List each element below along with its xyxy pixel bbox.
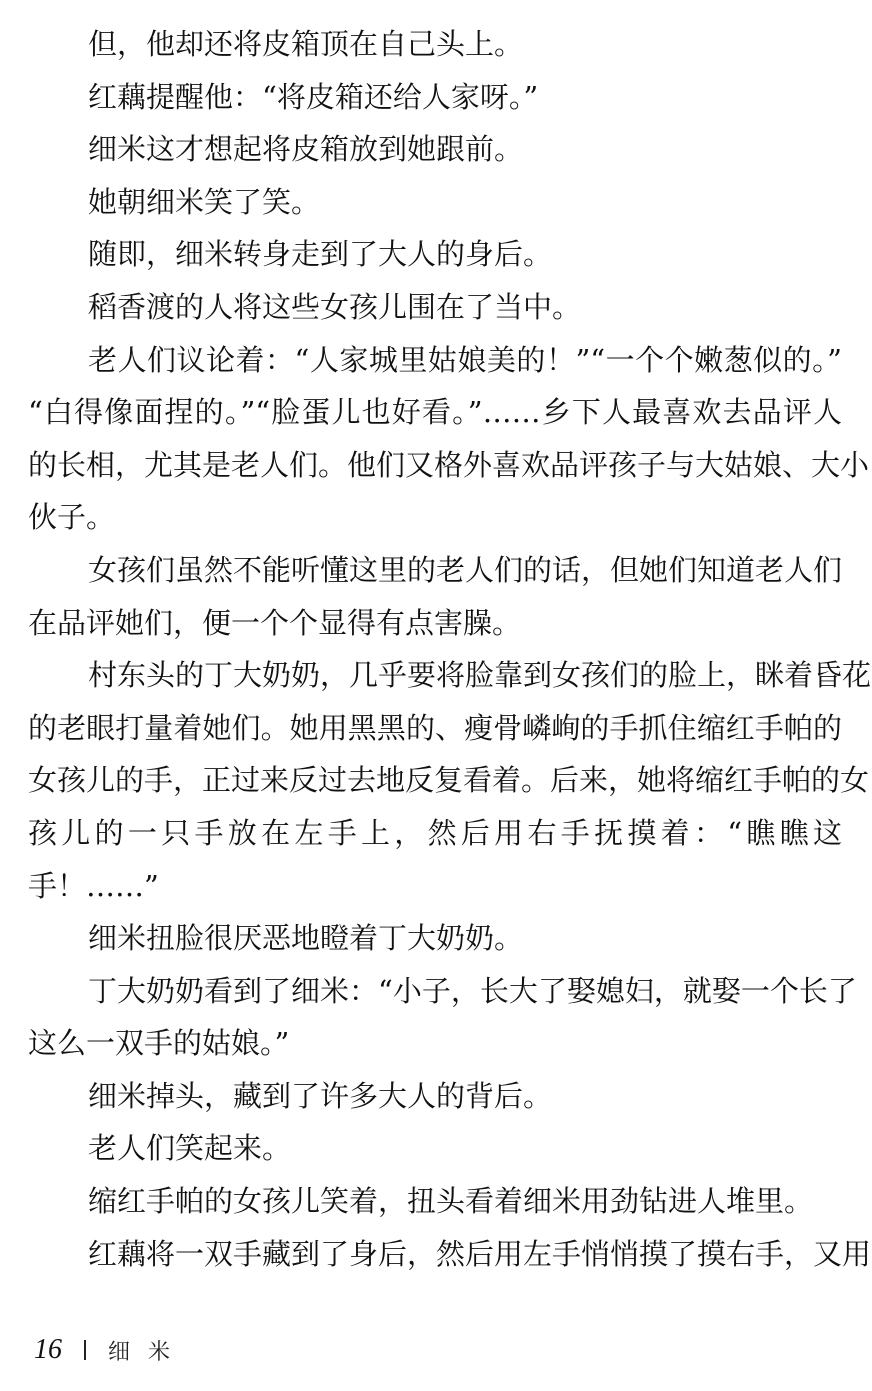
- text-line: 细米扭脸很厌恶地瞪着丁大奶奶。: [88, 921, 524, 956]
- text-line: 丁大奶奶看到了细米：“小子，长大了娶媳妇，就娶一个长了: [88, 973, 857, 1008]
- page-footer: [34, 1330, 188, 1370]
- book-title: 细米: [108, 1339, 189, 1365]
- text-line: 随即，细米转身走到了大人的身后。: [88, 237, 553, 272]
- text-line: 伙子。: [28, 500, 116, 535]
- text-line: 女孩们虽然不能听懂这里的老人们的话，但她们知道老人们: [88, 552, 843, 587]
- text-line: 村东头的丁大奶奶，几乎要将脸靠到女孩们的脸上，眯着昏花: [88, 658, 872, 693]
- text-line: 细米掉头，藏到了许多大人的背后。: [88, 1078, 553, 1113]
- text-line: 红藕提醒他：“将皮箱还给人家呀。”: [88, 79, 539, 114]
- text-line: 她朝细米笑了笑。: [88, 184, 321, 219]
- body-text: [28, 18, 872, 1280]
- text-line: 老人们笑起来。: [88, 1131, 292, 1166]
- text-line: 红藕将一双手藏到了身后，然后用左手悄悄摸了摸右手，又用: [88, 1236, 872, 1271]
- text-line: “白得像面捏的。”“脸蛋儿也好看。”……乡下人最喜欢去品评人: [28, 395, 842, 430]
- page-number: 16: [34, 1334, 62, 1365]
- text-line: 这么一双手的姑娘。”: [28, 1026, 290, 1061]
- text-line: 稻香渡的人将这些女孩儿围在了当中。: [88, 289, 582, 324]
- text-line: 老人们议论着：“人家城里姑娘美的！”“一个个嫩葱似的。”: [88, 342, 842, 377]
- text-line: 手！……”: [28, 868, 159, 903]
- footer-divider: [84, 1340, 86, 1360]
- text-line: 在品评她们，便一个个显得有点害臊。: [28, 605, 522, 640]
- text-line: 缩红手帕的女孩儿笑着，扭头看着细米用劲钻进人堆里。: [88, 1184, 814, 1219]
- text-line: 女孩儿的手，正过来反过去地反复看着。后来，她将缩红手帕的女: [28, 763, 870, 798]
- text-line: 但，他却还将皮箱顶在自己头上。: [88, 27, 524, 61]
- text-line: 孩儿的一只手放在左手上，然后用右手抚摸着：“瞧瞧这: [28, 815, 842, 850]
- text-line: 的长相，尤其是老人们。他们又格外喜欢品评孩子与大姑娘、大小: [28, 447, 870, 482]
- text-line: 细米这才想起将皮箱放到她跟前。: [88, 132, 524, 167]
- text-line: 的老眼打量着她们。她用黑黑的、瘦骨嶙峋的手抓住缩红手帕的: [28, 710, 842, 745]
